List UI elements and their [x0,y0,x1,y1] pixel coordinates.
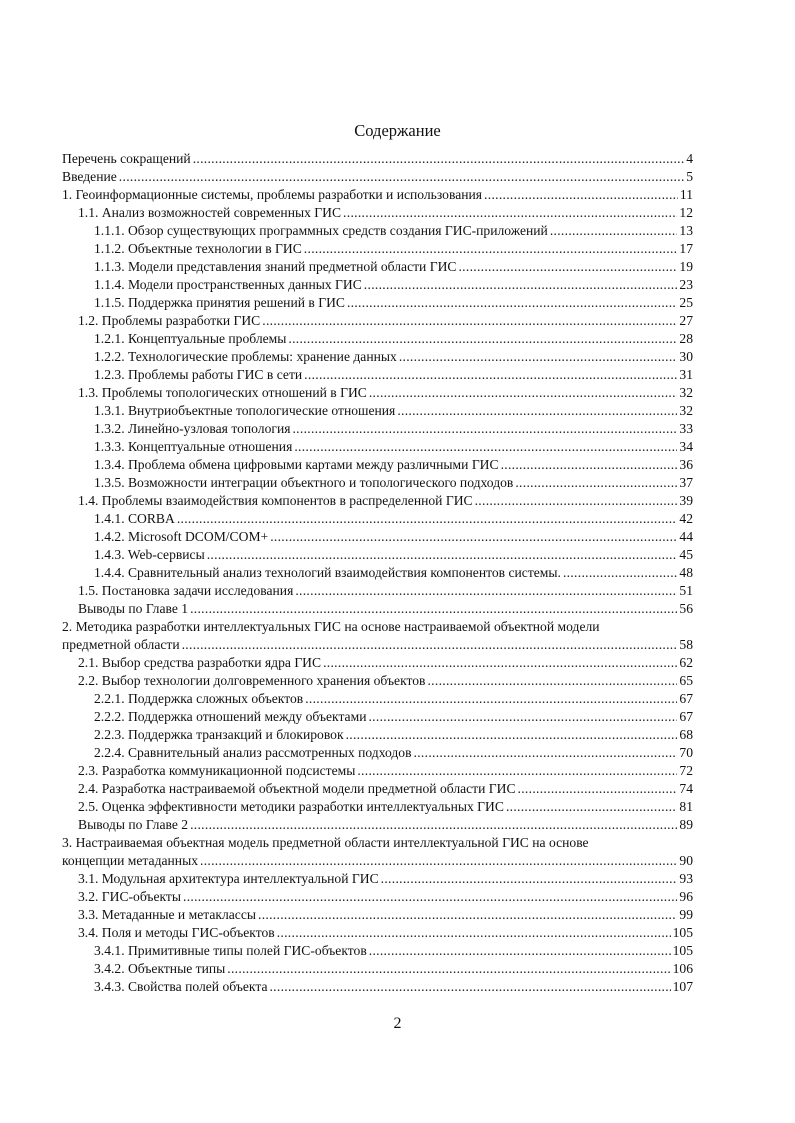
toc-entry-page: 30 [679,349,693,364]
toc-entry-label: 1.2.2. Технологические проблемы: хранение данных [94,349,397,364]
toc-leader-dots [190,816,677,834]
toc-entry-label: 2.3. Разработка коммуникационной подсистемы [78,763,356,778]
toc-entry-label: 3.4.3. Свойства полей объекта [94,979,268,994]
toc-leader-dots [563,564,677,582]
toc-leader-dots [183,888,677,906]
toc-entry[interactable] [62,744,693,762]
toc-entry-label: 2.2.2. Поддержка отношений между объектами [94,709,367,724]
toc-entry[interactable] [62,348,693,366]
toc-leader-dots [347,294,677,312]
toc-entry-label: 2.4. Разработка настраиваемой объектной модели предметной области ГИС [78,781,516,796]
toc-leader-dots [515,474,677,492]
toc-entry-label: 1.1.1. Обзор существующих программных средств создания ГИС-приложений [94,223,548,238]
toc-entry[interactable] [62,420,693,438]
toc-entry-label: 1.3.3. Концептуальные отношения [94,439,293,454]
toc-entry-label: 1.1.5. Поддержка принятия решений в ГИС [94,295,345,310]
toc-entry-page: 58 [679,637,693,652]
toc-entry-page: 32 [679,385,693,400]
toc-entry-page: 39 [679,493,693,508]
toc-entry-page: 67 [679,709,693,724]
toc-entry-label: 1.4.4. Сравнительный анализ технологий взаимодействия компонентов системы. [94,565,561,580]
toc-entry[interactable] [62,672,693,690]
toc-leader-dots [305,690,677,708]
toc-entry-page: 70 [679,745,693,760]
toc-leader-dots [200,852,677,870]
toc-entry[interactable] [62,924,693,942]
toc-entry-page: 81 [679,799,693,814]
toc-entry-page: 105 [672,925,693,940]
toc-entry-label: 2.2. Выбор технологии долговременного хранения объектов [78,673,426,688]
toc-leader-dots [295,582,677,600]
toc-entry[interactable] [62,402,693,420]
toc-entry[interactable] [62,492,693,510]
toc-entry[interactable] [62,438,693,456]
toc-entry[interactable] [62,960,693,978]
toc-entry-label: Выводы по Главе 1 [78,601,189,616]
toc-entry[interactable] [62,294,693,312]
toc-leader-dots [364,276,678,294]
toc-leader-dots [506,798,677,816]
toc-entry-label: Введение [62,169,117,184]
toc-entry-label: Выводы по Главе 2 [78,817,189,832]
toc-leader-dots [292,420,677,438]
toc-entry-page: 107 [672,979,693,994]
toc-entry[interactable] [62,546,693,564]
toc-entry-label: 2.1. Выбор средства разработки ядра ГИС [78,655,322,670]
toc-entry-label: 2.2.4. Сравнительный анализ рассмотренных подходов [94,745,412,760]
toc-entry-page: 42 [679,511,693,526]
toc-entry-label: 1.4.2. Microsoft DCOM/COM+ [94,529,269,544]
toc-entry-label: 1.3.1. Внутриобъектные топологические отношения [94,403,396,418]
toc-entry-label: предметной области [62,637,180,652]
toc-leader-dots [227,960,670,978]
toc-entry-page: 105 [672,943,693,958]
toc-entry-label: 1.1.2. Объектные технологии в ГИС [94,241,302,256]
toc-entry[interactable] [62,564,693,582]
toc-entry-page: 72 [679,763,693,778]
toc-leader-dots [294,438,677,456]
toc-entry-page: 36 [679,457,693,472]
toc-entry[interactable] [62,330,693,348]
toc-leader-dots [207,546,678,564]
toc-entry-label: 1.1.4. Модели пространственных данных ГИС [94,277,362,292]
toc-leader-dots [475,492,678,510]
page-title: Содержание [354,121,441,140]
toc-entry-page: 62 [679,655,693,670]
toc-entry[interactable] [62,204,693,222]
toc-leader-dots [258,906,677,924]
toc-entry[interactable] [62,852,693,870]
toc-entry[interactable] [62,726,693,744]
toc-leader-dots [119,168,684,186]
toc-entry-page: 31 [679,367,693,382]
toc-entry-page: 45 [679,547,693,562]
toc-entry-page: 11 [679,187,693,202]
toc-entry-page: 33 [679,421,693,436]
toc-entry[interactable] [62,240,693,258]
toc-entry-label: 2.2.3. Поддержка транзакций и блокировок [94,727,344,742]
toc-entry-label: 1.2.3. Проблемы работы ГИС в сети [94,367,303,382]
toc-entry-label: 3.4.1. Примитивные типы полей ГИС-объектов [94,943,367,958]
toc-entry-page: 51 [679,583,693,598]
toc-entry[interactable] [62,258,693,276]
toc-leader-dots [357,762,677,780]
toc-entry-label: 1.3.2. Линейно-узловая топология [94,421,291,436]
toc-entry-label: 3.1. Модульная архитектура интеллектуальной ГИС [78,871,379,886]
toc-entry-label: 1.4.1. CORBA [94,511,175,526]
page-number: 2 [393,1015,402,1032]
toc-leader-dots [397,402,677,420]
toc-entry-label: Перечень сокращений [62,151,191,166]
toc-leader-dots [177,510,678,528]
toc-leader-dots [458,258,677,276]
toc-entry[interactable] [62,816,693,834]
toc-leader-dots [414,744,678,762]
toc-entry-page: 17 [679,241,693,256]
toc-leader-dots [182,636,678,654]
toc-entry-label: 1.3. Проблемы топологических отношений в ГИС [78,385,367,400]
toc-entry-page: 23 [679,277,693,292]
toc-entry-heading-line[interactable]: 2. Методика разработки интеллектуальных ГИС на основе настраиваемой объектной модели [62,619,600,634]
toc-entry[interactable] [62,978,693,996]
toc-entry-label: концепции метаданных [62,853,198,868]
toc-entry-page: 32 [679,403,693,418]
toc-leader-dots [381,870,678,888]
table-of-contents [62,150,693,996]
toc-entry-label: 1.3.4. Проблема обмена цифровыми картами между различными ГИС [94,457,499,472]
toc-entry[interactable] [62,942,693,960]
toc-entry[interactable] [62,906,693,924]
toc-entry-page: 13 [679,223,693,238]
toc-entry-heading-line[interactable]: 3. Настраиваемая объектная модель предметной области интеллектуальной ГИС на основе [62,835,589,850]
toc-entry-page: 99 [679,907,693,922]
toc-entry-label: 1.1. Анализ возможностей современных ГИС [78,205,342,220]
toc-leader-dots [304,366,677,384]
toc-leader-dots [484,186,678,204]
toc-entry[interactable] [62,888,693,906]
toc-entry-page: 93 [679,871,693,886]
toc-entry-label: 3.4. Поля и методы ГИС-объектов [78,925,275,940]
toc-leader-dots [262,312,677,330]
toc-leader-dots [193,150,685,168]
toc-entry-page: 89 [679,817,693,832]
toc-entry-page: 44 [679,529,693,544]
toc-entry-label: 2.5. Оценка эффективности методики разработки интеллектуальных ГИС [78,799,504,814]
toc-entry-page: 90 [679,853,693,868]
toc-leader-dots [304,240,678,258]
toc-leader-dots [190,600,677,618]
toc-entry-label: 3.3. Метаданные и метаклассы [78,907,257,922]
toc-entry-page: 106 [672,961,693,976]
toc-entry-page: 5 [686,169,693,184]
toc-entry[interactable] [62,510,693,528]
toc-entry-page: 74 [679,781,693,796]
toc-entry-page: 25 [679,295,693,310]
toc-entry-label: 2.2.1. Поддержка сложных объектов [94,691,304,706]
toc-entry-page: 65 [679,673,693,688]
toc-entry[interactable] [62,150,693,168]
toc-entry-label: 1.2.1. Концептуальные проблемы [94,331,287,346]
toc-leader-dots [368,708,677,726]
toc-entry[interactable] [62,366,693,384]
toc-entry[interactable] [62,222,693,240]
toc-entry-label: 3.4.2. Объектные типы [94,961,226,976]
toc-leader-dots [501,456,678,474]
toc-leader-dots [269,978,670,996]
toc-leader-dots [427,672,677,690]
toc-entry[interactable] [62,798,693,816]
toc-leader-dots [369,384,678,402]
toc-entry-page: 28 [679,331,693,346]
toc-entry-page: 34 [679,439,693,454]
toc-entry[interactable] [62,384,693,402]
toc-entry[interactable] [62,690,693,708]
toc-entry-label: 1.1.3. Модели представления знаний предметной области ГИС [94,259,457,274]
toc-entry-label: 1.2. Проблемы разработки ГИС [78,313,261,328]
toc-leader-dots [270,528,677,546]
toc-entry[interactable] [62,474,693,492]
toc-entry[interactable] [62,600,693,618]
toc-leader-dots [518,780,678,798]
toc-entry[interactable] [62,456,693,474]
toc-entry[interactable] [62,582,693,600]
toc-entry-page: 67 [679,691,693,706]
toc-entry[interactable] [62,654,693,672]
toc-leader-dots [323,654,677,672]
toc-entry[interactable] [62,168,693,186]
toc-entry-label: 1. Геоинформационные системы, проблемы разработки и использования [62,187,483,202]
toc-leader-dots [550,222,678,240]
toc-leader-dots [346,726,678,744]
toc-entry-page: 19 [679,259,693,274]
toc-entry-label: 3.2. ГИС-объекты [78,889,181,904]
toc-entry[interactable] [62,186,693,204]
toc-entry-label: 1.5. Постановка задачи исследования [78,583,294,598]
toc-entry-page: 48 [679,565,693,580]
toc-entry-page: 96 [679,889,693,904]
toc-entry[interactable] [62,708,693,726]
toc-leader-dots [277,924,671,942]
toc-leader-dots [369,942,671,960]
toc-leader-dots [288,330,677,348]
toc-entry-page: 27 [679,313,693,328]
toc-entry-label: 1.3.5. Возможности интеграции объектного и топологического подходов [94,475,514,490]
toc-entry-label: 1.4.3. Web-сервисы [94,547,205,562]
toc-entry-page: 68 [679,727,693,742]
toc-entry-page: 4 [686,151,693,166]
toc-entry[interactable] [62,780,693,798]
toc-entry[interactable] [62,870,693,888]
toc-leader-dots [343,204,677,222]
toc-leader-dots [399,348,678,366]
toc-entry-page: 12 [679,205,693,220]
toc-entry[interactable] [62,528,693,546]
toc-entry[interactable] [62,312,693,330]
toc-entry[interactable] [62,762,693,780]
toc-entry-page: 37 [679,475,693,490]
toc-entry[interactable] [62,636,693,654]
toc-entry[interactable] [62,276,693,294]
toc-entry-label: 1.4. Проблемы взаимодействия компонентов в распределенной ГИС [78,493,473,508]
toc-entry-page: 56 [679,601,693,616]
